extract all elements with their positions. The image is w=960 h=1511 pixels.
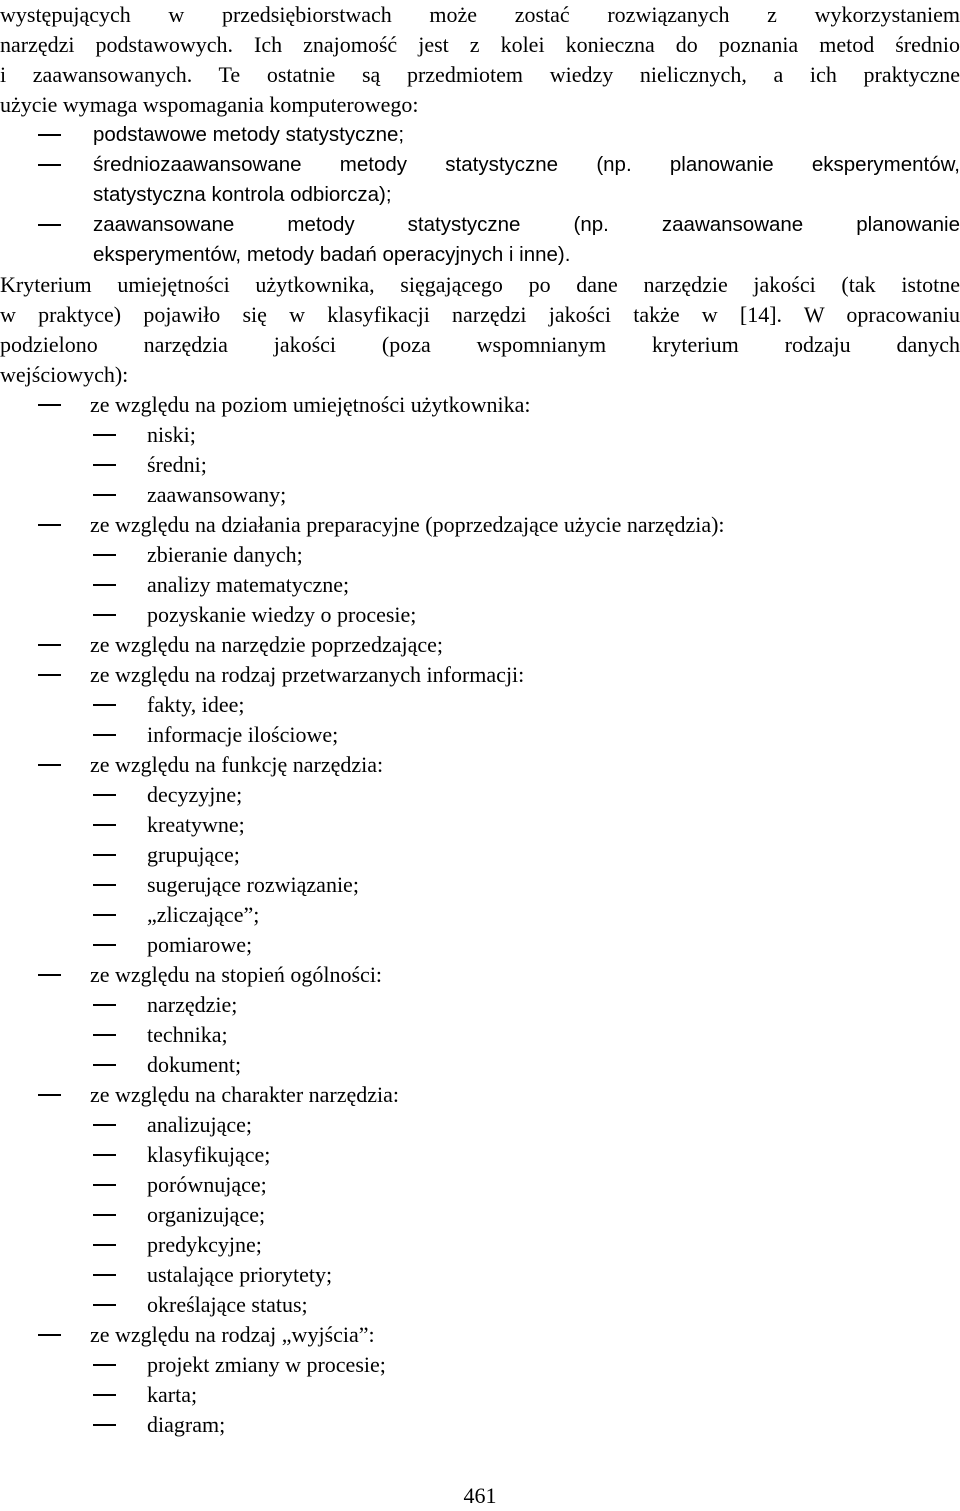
classification-item: decyzyjne; (147, 782, 243, 807)
classification-item: organizujące; (147, 1202, 266, 1227)
list-bullet (38, 164, 61, 166)
classification-item: projekt zmiany w procesie; (147, 1352, 386, 1377)
classification-item: „zliczające”; (147, 902, 260, 927)
list-bullet (38, 134, 61, 136)
classification-heading: ze względu na funkcję narzędzia: (90, 752, 384, 777)
method-intermediate-cont: statystyczna kontrola odbiorcza); (93, 183, 392, 206)
classification-item: średni; (147, 452, 207, 477)
intro-line: użycie wymaga wspomagania komputerowego: (0, 92, 419, 117)
classification-heading: ze względu na charakter narzędzia: (90, 1082, 400, 1107)
classification-item: sugerujące rozwiązanie; (147, 872, 359, 897)
intro-line: występujących w przedsiębiorstwach może zostać rozwiązanych z wykorzystaniem (0, 2, 960, 27)
classification-item: fakty, idee; (147, 692, 245, 717)
method-advanced: zaawansowane metody statystyczne (np. zaawansowane planowanie (93, 213, 960, 236)
classification-heading: ze względu na rodzaj „wyjścia”: (90, 1322, 375, 1347)
classification-item: porównujące; (147, 1172, 267, 1197)
list-bullet (38, 1094, 61, 1096)
sublist-bullet (93, 464, 116, 466)
classification-item: klasyfikujące; (147, 1142, 271, 1167)
classification-item: dokument; (147, 1052, 242, 1077)
classification-item: technika; (147, 1022, 228, 1047)
list-bullet (38, 224, 61, 226)
sublist-bullet (93, 584, 116, 586)
sublist-bullet (93, 734, 116, 736)
page-number: 461 (463, 1483, 497, 1508)
list-bullet (38, 404, 61, 406)
sublist-bullet (93, 554, 116, 556)
classification-item: predykcyjne; (147, 1232, 262, 1257)
paragraph-line: wejściowych): (0, 362, 129, 387)
sublist-bullet (93, 1034, 116, 1036)
classification-heading: ze względu na rodzaj przetwarzanych informacji: (90, 662, 525, 687)
classification-item: informacje ilościowe; (147, 722, 339, 747)
classification-item: grupujące; (147, 842, 240, 867)
sublist-bullet (93, 1184, 116, 1186)
sublist-bullet (93, 1304, 116, 1306)
sublist-bullet (93, 1214, 116, 1216)
sublist-bullet (93, 824, 116, 826)
sublist-bullet (93, 1274, 116, 1276)
classification-heading: ze względu na narzędzie poprzedzające; (90, 632, 443, 657)
classification-item: karta; (147, 1382, 198, 1407)
classification-heading: ze względu na działania preparacyjne (poprzedzające użycie narzędzia): (90, 512, 725, 537)
classification-heading: ze względu na poziom umiejętności użytkownika: (90, 392, 531, 417)
sublist-bullet (93, 794, 116, 796)
classification-item: analizy matematyczne; (147, 572, 350, 597)
list-bullet (38, 1334, 61, 1336)
sublist-bullet (93, 1154, 116, 1156)
list-bullet (38, 764, 61, 766)
classification-item: zaawansowany; (147, 482, 287, 507)
intro-line: narzędzi podstawowych. Ich znajomość jest z kolei konieczna do poznania metod średnio (0, 32, 960, 57)
classification-item: ustalające priorytety; (147, 1262, 333, 1287)
sublist-bullet (93, 1394, 116, 1396)
classification-item: pozyskanie wiedzy o procesie; (147, 602, 417, 627)
sublist-bullet (93, 1124, 116, 1126)
classification-item: diagram; (147, 1412, 226, 1437)
list-bullet (38, 974, 61, 976)
classification-item: pomiarowe; (147, 932, 253, 957)
list-bullet (38, 524, 61, 526)
sublist-bullet (93, 1424, 116, 1426)
classification-item: kreatywne; (147, 812, 245, 837)
sublist-bullet (93, 704, 116, 706)
sublist-bullet (93, 614, 116, 616)
method-intermediate: średniozaawansowane metody statystyczne (np. planowanie eksperymentów, (93, 153, 960, 176)
list-bullet (38, 644, 61, 646)
classification-item: narzędzie; (147, 992, 238, 1017)
classification-item: analizujące; (147, 1112, 253, 1137)
intro-line: i zaawansowanych. Te ostatnie są przedmiotem wiedzy nielicznych, a ich praktyczne (0, 62, 960, 87)
method-basic: podstawowe metody statystyczne; (93, 123, 405, 146)
sublist-bullet (93, 494, 116, 496)
list-bullet (38, 674, 61, 676)
classification-item: niski; (147, 422, 196, 447)
paragraph-line: podzielono narzędzia jakości (poza wspomnianym kryterium rodzaju danych (0, 332, 960, 357)
sublist-bullet (93, 1064, 116, 1066)
sublist-bullet (93, 944, 116, 946)
classification-item: zbieranie danych; (147, 542, 303, 567)
sublist-bullet (93, 1364, 116, 1366)
sublist-bullet (93, 914, 116, 916)
sublist-bullet (93, 1004, 116, 1006)
classification-item: określające status; (147, 1292, 308, 1317)
method-advanced-cont: eksperymentów, metody badań operacyjnych i inne). (93, 243, 571, 266)
sublist-bullet (93, 1244, 116, 1246)
sublist-bullet (93, 854, 116, 856)
classification-heading: ze względu na stopień ogólności: (90, 962, 383, 987)
sublist-bullet (93, 434, 116, 436)
paragraph-line: Kryterium umiejętności użytkownika, sięgającego po dane narzędzie jakości (tak istotne (0, 272, 960, 297)
paragraph-line: w praktyce) pojawiło się w klasyfikacji narzędzi jakości także w [14]. W opracowaniu (0, 302, 960, 327)
sublist-bullet (93, 884, 116, 886)
